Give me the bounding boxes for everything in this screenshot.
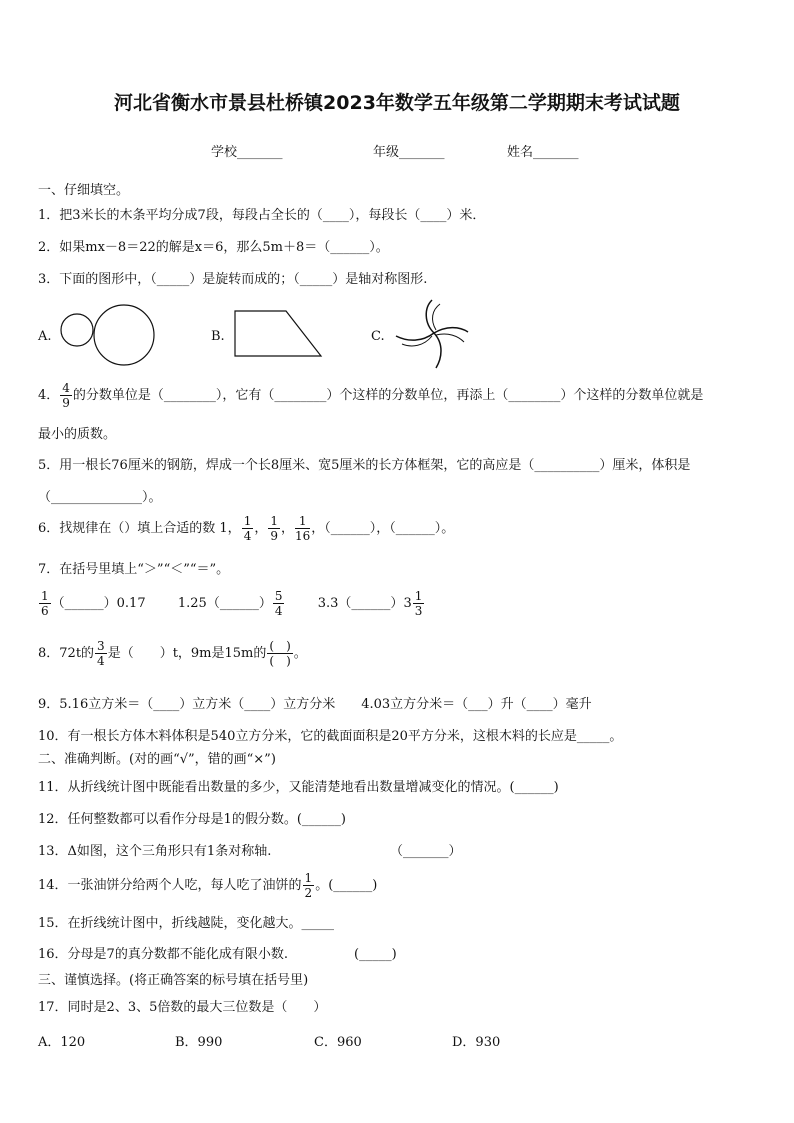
question-6: 6．找规律在（）填上合适的数 1， $\frac{1}{4}$ ， $\frac{1}{9}$ ， $\frac{1}{16}$ ，（______），（______）。: [38, 514, 455, 543]
option-b-label: B.: [211, 329, 225, 344]
pinwheel-figure: [394, 298, 474, 370]
trapezoid-figure: [234, 310, 326, 360]
question-2: 2．如果mx－8＝22的解是x＝6，那么5m＋8＝（______）。: [38, 240, 389, 255]
section-1-heading: 一、仔细填空。: [38, 183, 130, 198]
question-7: 7．在括号里填上“＞”“＜”“＝”。: [38, 562, 230, 577]
question-14: 14．一张油饼分给两个人吃，每人吃了油饼的 $\frac{1}{2}$ 。(______): [38, 871, 378, 900]
q17-option-a: A．120: [38, 1035, 86, 1050]
small-circle: [61, 314, 93, 346]
question-15: 15．在折线统计图中，折线越陡，变化越大。_____: [38, 916, 335, 931]
page-title: 河北省衡水市景县杜桥镇2023年数学五年级第二学期期末考试试题: [114, 92, 680, 114]
question-7-items: $\frac{1}{6}$ （______）0.17 1.25（______） $\frac{5}{4}$ 3.3（______）3 $\frac{1}{3}$: [41, 589, 423, 618]
circles-figure: [60, 305, 170, 367]
grade-field: 年级_______: [373, 145, 445, 160]
curve-right: [434, 328, 468, 333]
question-11: 11．从折线统计图中既能看出数量的多少，又能清楚地看出数量增减变化的情况。(______): [38, 780, 559, 795]
section-3-heading: 三、谨慎选择。(将正确答案的标号填在括号里): [38, 973, 309, 988]
q17-option-d: D．930: [452, 1035, 501, 1050]
curve-bottom: [434, 333, 441, 368]
curve-right-2: [436, 334, 464, 342]
question-4-continued: 最小的质数。: [38, 427, 117, 442]
option-a-label: A.: [38, 329, 52, 344]
question-13: 13．Δ如图，这个三角形只有1条对称轴. （_______）: [38, 844, 462, 859]
fraction-4-9: $\frac{4}{9}$: [62, 381, 70, 410]
question-17: 17．同时是2、3、5倍数的最大三位数是（ ）: [38, 1000, 327, 1015]
section-2-heading: 二、准确判断。(对的画“√”，错的画“×”): [38, 752, 276, 767]
question-8: 8．72t的 $\frac{3}{4}$ 是（ ）t，9m是15m的 $\frac{( )}{( )}$ 。: [38, 639, 307, 668]
curve-top-2: [433, 304, 440, 330]
curve-left: [396, 333, 434, 340]
question-5: 5．用一根长76厘米的钢筋，焊成一个长8厘米、宽5厘米的长方体框架，它的高应是（__________）厘米，体积是: [38, 458, 691, 473]
question-1: 1．把3米长的木条平均分成7段，每段占全长的（____），每段长（____）米．: [38, 208, 486, 223]
question-16: 16．分母是7的真分数都不能化成有限小数. (_____): [38, 947, 397, 962]
question-10: 10．有一根长方体木料体积是540立方分米，它的截面面积是20平方分米，这根木料的长应是_____。: [38, 729, 623, 744]
name-field: 姓名_______: [507, 145, 579, 160]
question-9: 9．5.16立方米＝（____）立方米（____）立方分米 4.03立方分米＝（___）升（____）毫升: [38, 697, 592, 712]
question-12: 12．任何整数都可以看作分母是1的假分数。(______): [38, 812, 346, 827]
q17-option-b: B．990: [175, 1035, 223, 1050]
question-4: 4． $\frac{4}{9}$ 的分数单位是（________），它有（________）个这样的分数单位，再添上（________）个这样的分数单位就是: [38, 381, 704, 410]
large-circle: [94, 305, 154, 365]
school-field: 学校_______: [211, 145, 283, 160]
question-5-continued: （______________）。: [38, 490, 162, 505]
option-c-label: C.: [371, 329, 385, 344]
question-3: 3．下面的图形中，（_____）是旋转而成的；（_____）是轴对称图形.: [38, 272, 428, 287]
q17-option-c: C．960: [314, 1035, 362, 1050]
right-trapezoid: [235, 311, 321, 356]
